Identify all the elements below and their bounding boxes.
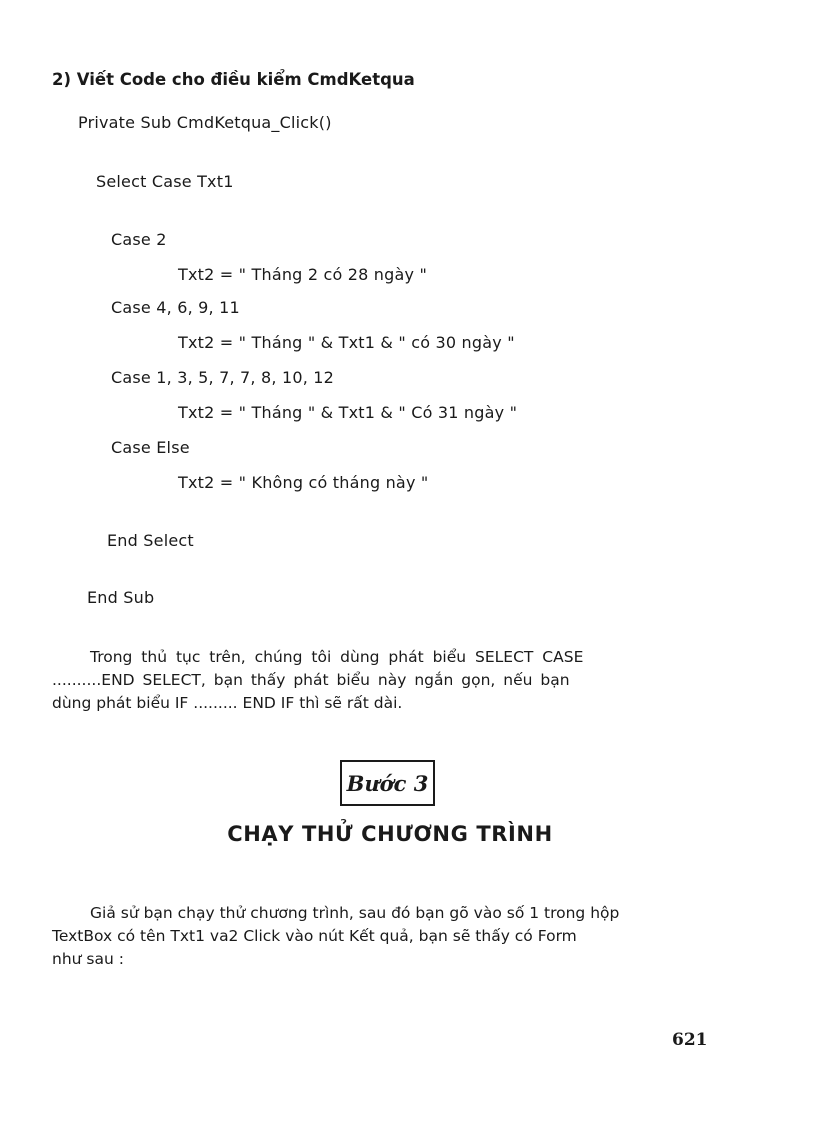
code-line: Case 2 [111,230,167,249]
intro-paragraph [52,902,712,971]
step-badge [340,760,435,806]
section-heading: 2) Viết Code cho điều kiểm CmdKetqua [52,70,415,89]
code-line: Txt2 = " Tháng 2 có 28 ngày " [178,265,428,284]
code-line: Txt2 = " Tháng " & Txt1 & " có 30 ngày " [178,333,515,352]
code-line: Private Sub CmdKetqua_Click() [78,113,332,132]
code-line: Txt2 = " Không có tháng này " [178,473,429,492]
paragraph-line: Giả sử bạn chạy thử chương trình, sau đó bạn gõ vào số 1 trong hộp [90,904,620,922]
page-number: 621 [672,1030,708,1050]
paragraph-line: ..........END SELECT, bạn thấy phát biểu này ngắn gọn, nếu bạn [52,671,570,689]
code-line: End Sub [87,588,155,607]
code-line: Select Case Txt1 [96,172,234,191]
paragraph-line: như sau : [52,950,124,968]
code-line: Case Else [111,438,190,457]
code-line: Case 4, 6, 9, 11 [111,298,240,317]
paragraph-line: Trong thủ tục trên, chúng tôi dùng phát biểu SELECT CASE [90,648,584,666]
explanation-paragraph [52,646,712,715]
code-line: Txt2 = " Tháng " & Txt1 & " Có 31 ngày " [178,403,518,422]
code-line: End Select [107,531,194,550]
step-label: Bước 3 [346,771,429,796]
code-line: Case 1, 3, 5, 7, 7, 8, 10, 12 [111,368,335,387]
paragraph-line: dùng phát biểu IF ......... END IF thì sẽ rất dài. [52,694,403,712]
section-title: CHẠY THỬ CHƯƠNG TRÌNH [227,822,553,846]
paragraph-line: TextBox có tên Txt1 va2 Click vào nút Kết quả, bạn sẽ thấy có Form [52,927,577,945]
